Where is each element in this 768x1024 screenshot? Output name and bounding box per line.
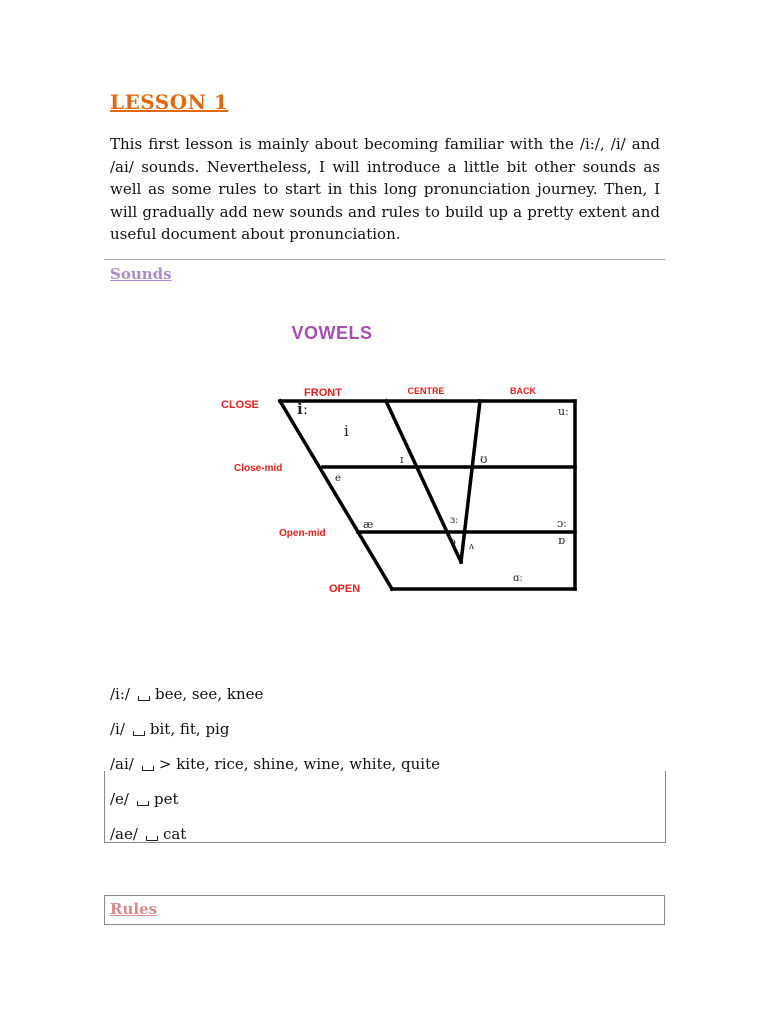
column-label-centre: CENTRE — [407, 386, 445, 396]
central-right-line — [461, 401, 480, 562]
symbol-u-long: uː — [558, 405, 569, 418]
symbol-small-i: ɪ — [400, 453, 404, 466]
examples-frame — [104, 771, 666, 843]
example-row — [110, 718, 660, 753]
example-sound: /i:/ — [110, 685, 130, 703]
symbol-open-o: ɒ — [558, 534, 566, 547]
example-sound: /i/ — [110, 720, 125, 738]
example-words: bee, see, knee — [154, 685, 264, 703]
example-words: kite, rice, shine, wine, white, quite — [176, 755, 440, 773]
front-edge-line — [280, 401, 392, 589]
symbol-a-long: ɑː — [513, 573, 523, 584]
intro-paragraph: This first lesson is mainly about becoming familiar with the /i:/, /i/ and /ai/ sounds. Nevertheless, I will introduce a little bit other sounds as well as some rules to start in this long pronunciation journey. Then, I will gradually add new sounds and rules to build up a pretty extent and useful document about pronunciation. — [110, 135, 660, 243]
symbol-aw-long: ɔː — [557, 517, 567, 530]
row-label-close: CLOSE — [221, 399, 259, 411]
example-connector: > — [158, 755, 172, 773]
lesson-title: LESSON 1 — [110, 90, 229, 114]
symbol-i-short: i — [344, 422, 349, 440]
symbol-schwa: ə — [450, 537, 456, 548]
example-words: cat — [162, 825, 187, 843]
sounds-heading: Sounds — [110, 265, 172, 283]
example-row — [110, 683, 660, 718]
example-sound: /ae/ — [110, 825, 138, 843]
vowel-chart — [210, 315, 590, 605]
rules-heading: Rules — [110, 900, 158, 918]
arrow-icon — [133, 731, 145, 736]
example-sound: /e/ — [110, 790, 129, 808]
symbol-er-long: ɜː — [450, 515, 459, 526]
row-label-open: OPEN — [329, 583, 361, 595]
symbol-upsilon: ʊ — [480, 452, 488, 466]
row-label-close-mid: Close-mid — [234, 463, 283, 474]
symbol-wedge: ʌ — [469, 542, 475, 552]
horizontal-divider — [104, 259, 665, 260]
column-label-back: BACK — [510, 386, 536, 396]
symbol-ae: æ — [363, 518, 374, 531]
example-sound: /ai/ — [110, 755, 134, 773]
symbol-i-long: iː — [297, 400, 309, 418]
symbol-e: e — [335, 473, 341, 484]
example-words: pet — [153, 790, 179, 808]
example-words: bit, fit, pig — [149, 720, 230, 738]
arrow-icon — [138, 696, 150, 701]
rules-frame — [104, 895, 665, 925]
vowels-title: VOWELS — [291, 323, 373, 343]
row-label-open-mid: Open-mid — [279, 528, 326, 539]
column-label-front: FRONT — [304, 387, 342, 399]
